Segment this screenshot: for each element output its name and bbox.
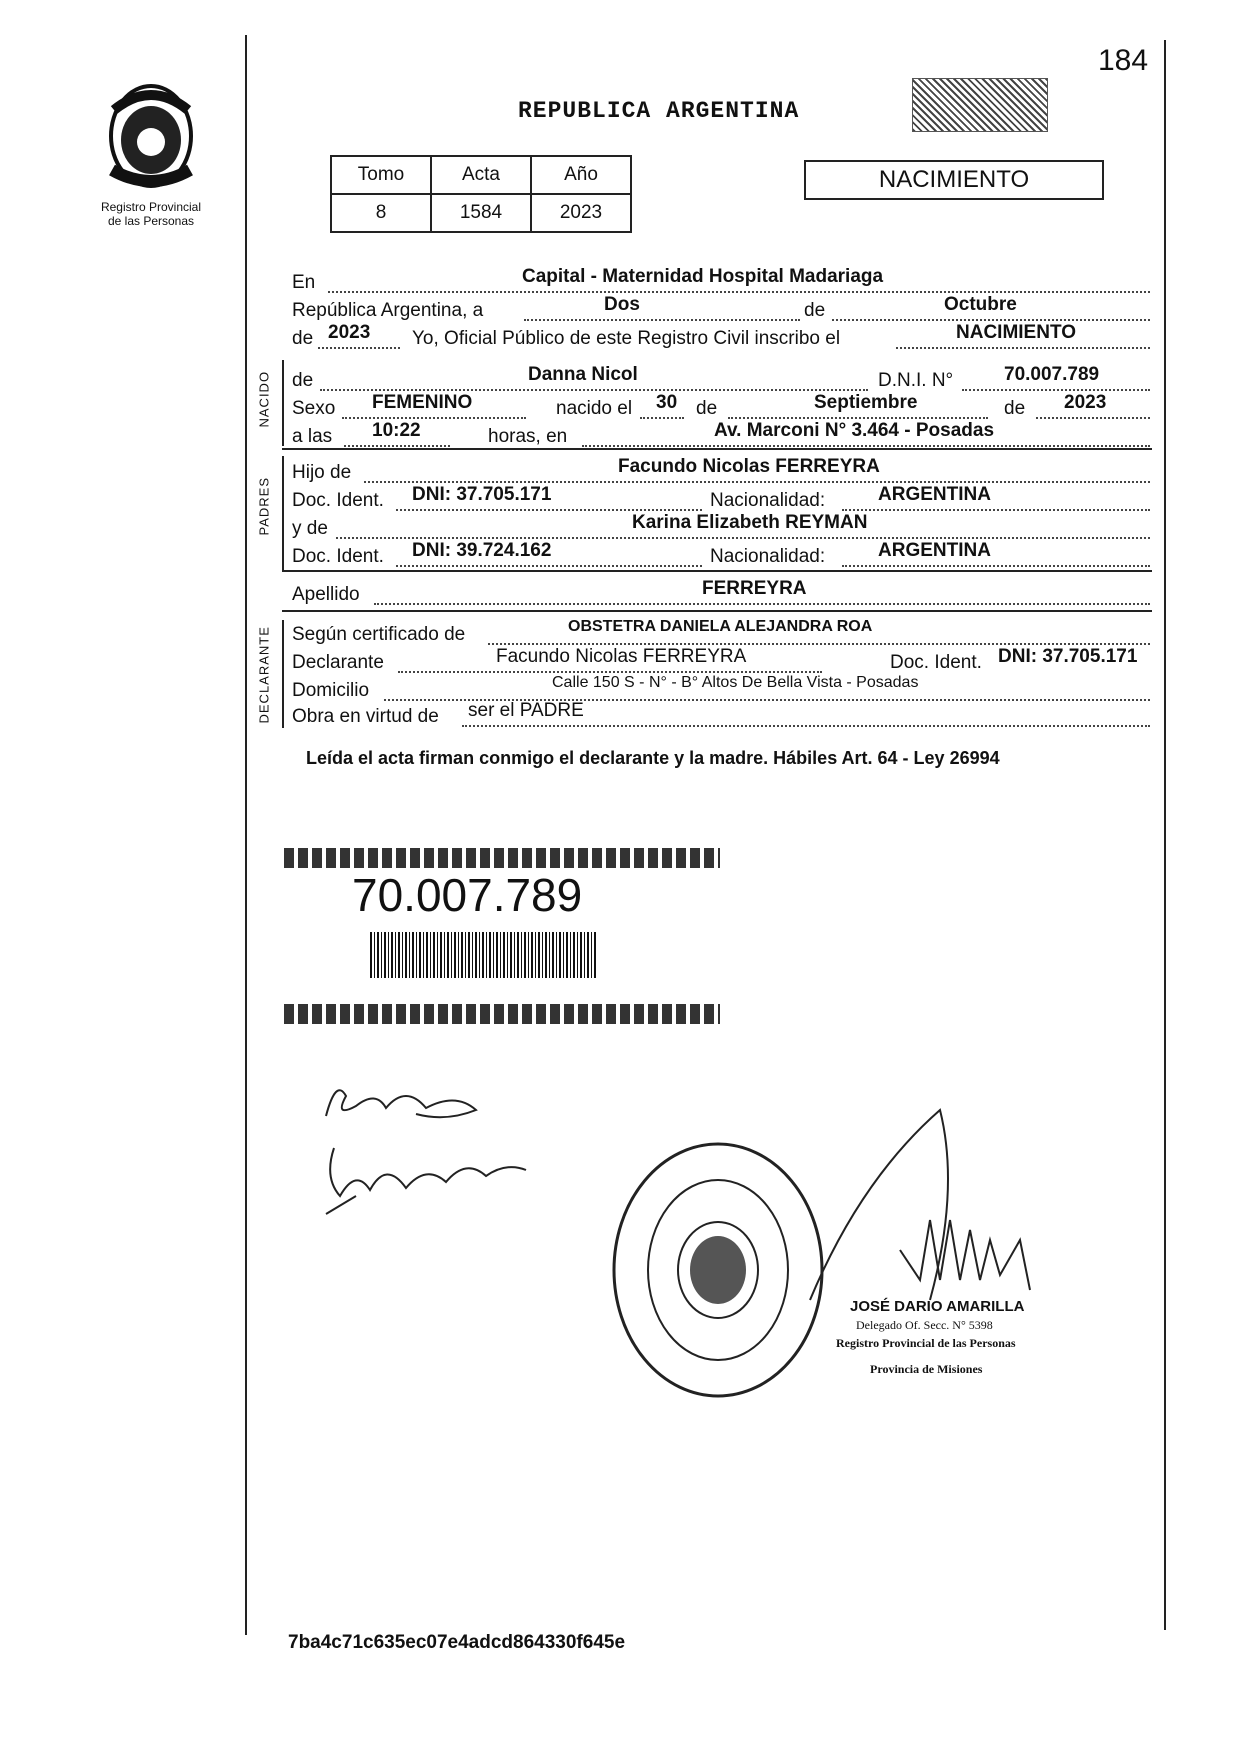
- row-apellido: [292, 578, 1152, 606]
- row-madre: [292, 512, 1152, 540]
- side-label-declarante: DECLARANTE: [256, 626, 272, 724]
- row-oficial: [292, 322, 1152, 350]
- logo-caption-2: de las Personas: [107, 214, 195, 228]
- logo-caption-1: Registro Provincial: [100, 200, 202, 214]
- province-logo: [92, 80, 210, 198]
- label-nacido-de2: de: [1004, 398, 1026, 419]
- official-name: JOSÉ DARIO AMARILLA: [850, 1298, 1025, 1315]
- value-year: 2023: [328, 322, 371, 343]
- left-margin-line: [245, 35, 247, 1635]
- label-nombre: de: [292, 370, 314, 391]
- row-hora: [292, 420, 1152, 448]
- official-registry: Registro Provincial de las Personas: [836, 1336, 1016, 1350]
- value-sexo: FEMENINO: [372, 392, 473, 413]
- document-hash: 7ba4c71c635ec07e4adcd864330f645e: [288, 1632, 626, 1653]
- label-en: En: [292, 272, 316, 293]
- official-title: Delegado Of. Secc. N° 5398: [856, 1318, 993, 1332]
- value-declarante: Facundo Nicolas FERREYRA: [496, 646, 747, 667]
- label-certificado: Según certificado de: [292, 624, 466, 645]
- record-type-box: NACIMIENTO: [804, 160, 1104, 200]
- label-domicilio: Domicilio: [292, 680, 370, 701]
- value-dni: 70.007.789: [1004, 364, 1100, 385]
- value-en: Capital - Maternidad Hospital Madariaga: [522, 266, 884, 287]
- value-nacido-year: 2023: [1064, 392, 1107, 413]
- value-nombre: Danna Nicol: [528, 364, 638, 385]
- label-alas: a las: [292, 426, 333, 447]
- label-yde: y de: [292, 518, 328, 539]
- row-madre-doc: [292, 540, 1152, 568]
- value-lugar: Av. Marconi N° 3.464 - Posadas: [714, 420, 995, 441]
- row-declarante: [292, 646, 1152, 674]
- stamp-top-pattern: [284, 848, 720, 868]
- value-anio: 2023: [531, 194, 631, 232]
- header-title: REPUBLICA ARGENTINA: [518, 98, 800, 124]
- label-padre-doc: Doc. Ident.: [292, 490, 384, 511]
- value-certificado: OBSTETRA DANIELA ALEJANDRA ROA: [568, 618, 873, 635]
- value-day: Dos: [604, 294, 640, 315]
- header-acta: Acta: [431, 156, 531, 194]
- value-apellido: FERREYRA: [702, 578, 807, 599]
- value-padre-doc: DNI: 37.705.171: [412, 484, 552, 505]
- value-decl-doc: DNI: 37.705.171: [998, 646, 1138, 667]
- row-certificado: [292, 618, 1152, 646]
- value-tomo: 8: [331, 194, 431, 232]
- value-madre: Karina Elizabeth REYMAN: [632, 512, 868, 533]
- row-hijo: [292, 456, 1152, 484]
- value-obra: ser el PADRE: [468, 700, 584, 721]
- side-label-nacido: NACIDO: [256, 370, 272, 428]
- value-nacido-month: Septiembre: [814, 392, 918, 413]
- label-de-year: de: [292, 328, 314, 349]
- official-signature: [800, 1100, 1140, 1315]
- label-obra: Obra en virtud de: [292, 706, 439, 727]
- side-label-padres: PADRES: [256, 477, 272, 536]
- label-dni: D.N.I. N°: [878, 370, 954, 391]
- label-apellido: Apellido: [292, 584, 360, 605]
- row-domicilio: [292, 674, 1152, 702]
- stamp-bottom-pattern: [284, 1004, 720, 1024]
- official-province: Provincia de Misiones: [870, 1362, 983, 1376]
- label-nacido: nacido el: [556, 398, 633, 419]
- header-tomo: Tomo: [331, 156, 431, 194]
- label-nacido-de: de: [696, 398, 718, 419]
- value-domicilio: Calle 150 S - N° - B° Altos De Bella Vista - Posadas: [552, 674, 919, 691]
- label-hijo: Hijo de: [292, 462, 352, 483]
- value-oficial: NACIMIENTO: [956, 322, 1076, 343]
- row-sexo: [292, 392, 1152, 420]
- value-padre: Facundo Nicolas FERREYRA: [618, 456, 880, 477]
- label-madre-nac: Nacionalidad:: [710, 546, 826, 567]
- record-table: [330, 155, 632, 233]
- value-hora: 10:22: [372, 420, 421, 441]
- label-oficial: Yo, Oficial Público de este Registro Civil inscribo el: [412, 328, 841, 349]
- value-padre-nac: ARGENTINA: [878, 484, 991, 505]
- label-decl-doc: Doc. Ident.: [890, 652, 982, 673]
- header-anio: Año: [531, 156, 631, 194]
- label-madre-doc: Doc. Ident.: [292, 546, 384, 567]
- legal-note: Leída el acta firman conmigo el declarante y la madre. Hábiles Art. 64 - Ley 26994: [306, 748, 1000, 768]
- row-republica: [292, 294, 1152, 322]
- barcode: [370, 932, 596, 978]
- page-number: 184: [1098, 44, 1149, 77]
- value-madre-nac: ARGENTINA: [878, 540, 991, 561]
- label-republica: República Argentina, a: [292, 300, 484, 321]
- stamp-number: 70.007.789: [352, 869, 583, 921]
- value-acta: 1584: [431, 194, 531, 232]
- right-margin-line: [1164, 40, 1166, 1630]
- label-sexo: Sexo: [292, 398, 336, 419]
- value-month: Octubre: [944, 294, 1017, 315]
- row-padre-doc: [292, 484, 1152, 512]
- row-nombre: [292, 364, 1152, 392]
- signature-declarante: [316, 1078, 536, 1223]
- value-madre-doc: DNI: 39.724.162: [412, 540, 552, 561]
- row-obra: [292, 700, 1152, 728]
- registry-seal: [608, 1140, 828, 1405]
- row-en: [292, 266, 1152, 294]
- security-hologram: [912, 78, 1048, 132]
- value-nacido-day: 30: [656, 392, 678, 413]
- label-padre-nac: Nacionalidad:: [710, 490, 826, 511]
- label-de: de: [804, 300, 826, 321]
- label-horas: horas, en: [488, 426, 568, 447]
- label-declarante: Declarante: [292, 652, 384, 673]
